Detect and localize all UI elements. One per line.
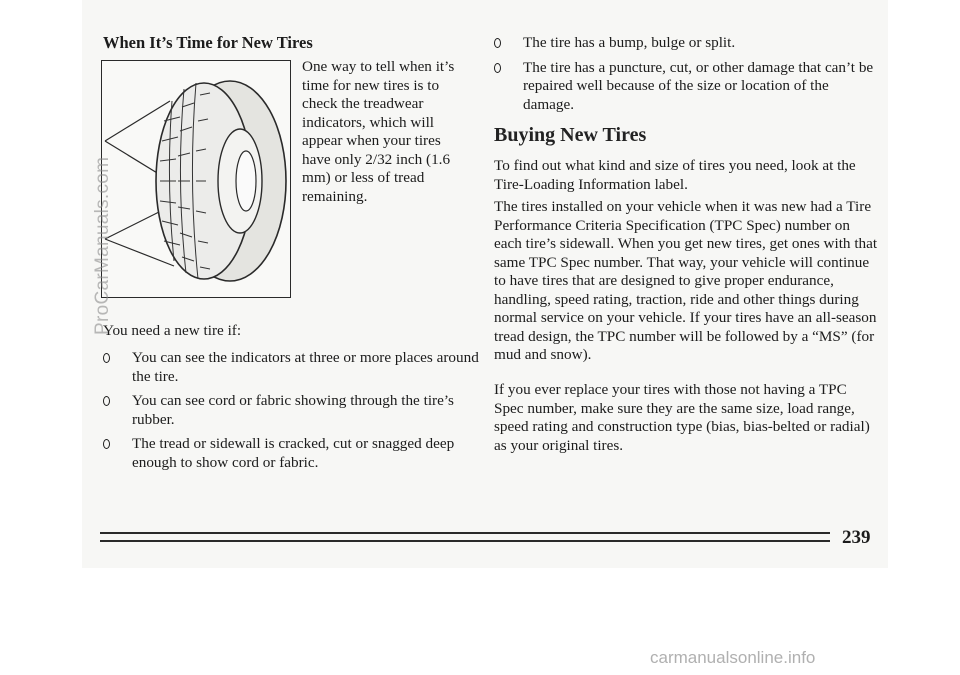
treadwear-indicator-text: One way to tell when it’s time for new tires is to check the treadwear indicators, which will appear when your tires have only 2/32 inch (1.6 mm) or less of tread remaining. <box>302 58 455 205</box>
list-item: The tire has a puncture, cut, or other damage that can’t be repaired well because of the size or location of the damage. <box>494 59 879 115</box>
watermark-side: ProCarManuals.com <box>92 156 113 335</box>
page-number: 239 <box>842 527 871 548</box>
paragraph-replacement-tires: If you ever replace your tires with those not having a TPC Spec number, make sure they are the same size, load range, speed rating and construction type (bias, bias-belted or radial) as your original tires. <box>494 381 870 454</box>
tire-treadwear-illustration <box>101 60 291 298</box>
list-item: You can see cord or fabric showing through the tire’s rubber. <box>103 392 483 429</box>
list-item: You can see the indicators at three or more places around the tire. <box>103 349 483 386</box>
bullet-icon <box>494 63 501 73</box>
new-tire-intro: You need a new tire if: <box>103 322 242 339</box>
bullet-icon <box>103 439 110 449</box>
bullet-icon <box>494 38 501 48</box>
new-tire-conditions-list <box>103 349 483 472</box>
paragraph-tire-size: To find out what kind and size of tires you need, look at the Tire-Loading Information label. <box>494 157 856 193</box>
footer-rule <box>100 532 830 534</box>
watermark-bottom: carmanualsonline.info <box>650 648 816 667</box>
list-item: The tread or sidewall is cracked, cut or snagged deep enough to show cord or fabric. <box>103 435 483 472</box>
section-title-buying-new-tires: Buying New Tires <box>494 124 647 146</box>
bullet-icon <box>103 396 110 406</box>
section-heading-new-tires: When It’s Time for New Tires <box>103 33 313 52</box>
paragraph-tpc-spec: The tires installed on your vehicle when it was new had a Tire Performance Criteria Specification (TPC Spec) number on each tire’s sidewall. When you get new tires, get ones with that same TPC Spec number. That way, your vehicle will continue to have tires that are designed to give proper endurance, handling, speed rating, traction, ride and other things during normal service on your vehicle. If your tires have an all-season tread design, the TPC number will be followed by a “MS” (for mud and snow). <box>494 198 878 363</box>
list-item: The tire has a bump, bulge or split. <box>494 34 879 53</box>
footer-rule <box>100 540 830 542</box>
tire-damage-list <box>494 34 879 114</box>
bullet-icon <box>103 353 110 363</box>
